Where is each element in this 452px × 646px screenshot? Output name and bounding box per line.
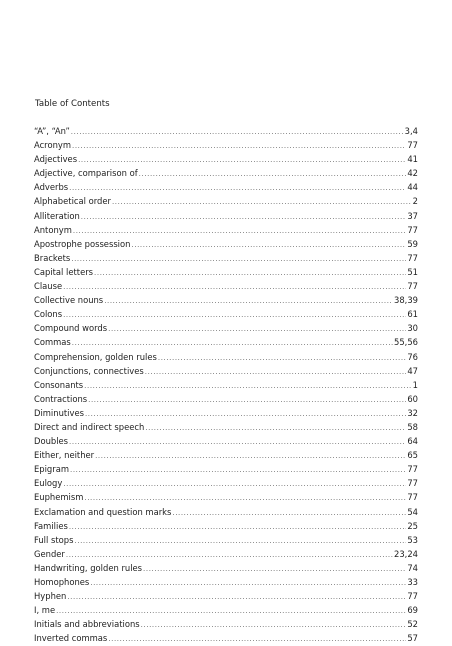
toc-entry-page-number: 55,56 [394,337,418,348]
toc-entry [34,476,418,490]
toc-entry-label: Euphemism [34,492,84,503]
toc-entry-page-number: 23,24 [394,548,418,559]
toc-entry [34,392,418,406]
toc-title: Table of Contents [35,99,110,109]
toc-entry-label: Exclamation and question marks [34,506,172,517]
dot-leader [84,379,411,393]
toc-entry [34,251,418,265]
toc-entry [34,364,418,378]
dot-leader [145,365,407,379]
toc-entry [34,490,418,504]
dot-leader [85,407,406,421]
toc-entry-label: Antonym [34,224,72,235]
toc-entry [34,223,418,237]
dot-leader [145,421,406,435]
toc-entry-label: Brackets [34,252,71,263]
dot-leader [141,618,407,632]
dot-leader [108,632,406,646]
toc-entry-page-number: 1 [412,379,418,390]
toc-entry-label: Hyphen [34,591,67,602]
toc-entry-page-number: 77 [407,281,418,292]
dot-leader [63,477,406,491]
dot-leader [108,322,406,336]
toc-entry-label: Direct and indirect speech [34,421,145,432]
toc-entry [34,519,418,533]
toc-entry-page-number: 77 [407,492,418,503]
toc-entry [34,434,418,448]
toc-entry-label: Adjective, comparison of [34,168,138,179]
toc-entry-label: Alphabetical order [34,196,111,207]
toc-entry-page-number: 52 [407,619,418,630]
dot-leader [69,520,406,534]
toc-entry-label: “A”, “An” [34,126,70,136]
toc-entry-label: Contractions [34,393,88,404]
toc-entry [34,561,418,575]
toc-entry-page-number: 76 [407,351,418,362]
toc-entry-page-number: 25 [407,520,418,531]
toc-entry-label: Commas [34,337,71,348]
toc-entry-page-number: 33 [407,577,418,587]
dot-leader [95,449,406,463]
toc-entry-page-number: 58 [407,421,418,432]
toc-entry-label: Initials and abbreviations [34,619,140,630]
dot-leader [71,125,404,139]
toc-entry-label: Full stops [34,534,74,545]
toc-entry-page-number: 3,4 [404,126,418,136]
toc-entry-page-number: 53 [407,534,418,545]
toc-entry-label: Alliteration [34,210,80,221]
toc-entry-label: Clause [34,281,63,292]
toc-entry-page-number: 77 [407,224,418,235]
toc-entry-page-number: 57 [407,633,418,644]
dot-leader [112,195,412,209]
toc-entry [34,124,418,138]
dot-leader [69,435,406,449]
toc-entry [34,420,418,434]
toc-entry-page-number: 77 [407,140,418,151]
toc-entry [34,265,418,279]
dot-leader [131,238,406,252]
dot-leader [104,294,393,308]
toc-entry-page-number: 64 [407,436,418,447]
dot-leader [172,506,406,520]
toc-entry-page-number: 42 [407,168,418,179]
toc-entry-label: Conjunctions, connectives [34,365,144,376]
toc-entry-label: Diminutives [34,407,84,418]
toc-entry-label: Comprehension, golden rules [34,351,157,362]
toc-entry-page-number: 47 [407,365,418,376]
toc-entry-label: Adverbs [34,182,69,193]
toc-entry-page-number: 37 [407,210,418,221]
toc-entry-label: Inverted commas [34,633,108,644]
toc-entry [34,575,418,589]
toc-entry-label: Doubles [34,436,69,447]
toc-entry-page-number: 41 [407,154,418,165]
toc-entry [34,378,418,392]
toc-entry-page-number: 77 [407,464,418,475]
toc-entry-page-number: 32 [407,407,418,418]
toc-entry [34,462,418,476]
toc-entry-label: Homophones [34,577,90,587]
toc-entry-label: Acronym [34,140,71,151]
dot-leader [81,210,407,224]
toc-entry-label: Gender [34,548,65,559]
dot-leader [78,153,406,167]
toc-entry [34,166,418,180]
toc-entry-label: Consonants [34,379,84,390]
dot-leader [74,534,406,548]
toc-entry-page-number: 60 [407,393,418,404]
toc-entry [34,209,418,223]
toc-entry [34,335,418,349]
dot-leader [158,351,406,365]
toc-entry [34,138,418,152]
toc-entry-label: Compound words [34,323,108,334]
toc-entry-page-number: 54 [407,506,418,517]
toc-entry [34,321,418,335]
toc-entry-label: Families [34,520,68,531]
dot-leader [88,393,406,407]
toc-entry-page-number: 77 [407,252,418,263]
toc-entry-label: Colons [34,309,63,320]
toc-entry [34,152,418,166]
toc-entry [34,505,418,519]
toc-entry-label: Collective nouns [34,295,104,306]
dot-leader [63,280,406,294]
dot-leader [94,266,406,280]
toc-entry [34,631,418,645]
dot-leader [66,548,393,562]
toc-entry-label: Eulogy [34,478,63,489]
dot-leader [71,252,406,266]
toc-entry-label: Adjectives [34,154,78,165]
toc-entry-page-number: 65 [407,450,418,461]
toc-entry [34,307,418,321]
toc-entry-page-number: 2 [412,196,418,207]
toc-entry-page-number: 51 [407,266,418,277]
toc-entry-page-number: 77 [407,478,418,489]
toc-entry-page-number: 30 [407,323,418,334]
dot-leader [139,167,407,181]
toc-entry [34,194,418,208]
dot-leader [73,224,406,238]
toc-entry-label: Epigram [34,464,69,475]
toc-entry-page-number: 61 [407,309,418,320]
dot-leader [63,308,406,322]
dot-leader [56,604,406,618]
toc-entry [34,589,418,603]
toc-entry-label: I, me [34,605,56,616]
toc-entry-label: Apostrophe possession [34,238,131,249]
toc-entry [34,180,418,194]
toc-entry [34,293,418,307]
toc-entry [34,279,418,293]
toc-entry-page-number: 44 [407,182,418,193]
toc-entry [34,603,418,617]
dot-leader [70,463,406,477]
toc-entry-label: Either, neither [34,450,95,461]
toc-entry-page-number: 69 [407,605,418,616]
dot-leader [67,590,406,604]
dot-leader [90,576,406,590]
toc-entry-label: Capital letters [34,266,94,277]
toc-entry-label: Handwriting, golden rules [34,562,143,573]
dot-leader [72,336,393,350]
toc-entry-page-number: 77 [407,591,418,602]
toc-list [34,124,418,645]
toc-entry [34,350,418,364]
toc-entry [34,406,418,420]
toc-entry-page-number: 38,39 [394,295,418,306]
toc-entry [34,533,418,547]
dot-leader [143,562,406,576]
toc-entry [34,448,418,462]
dot-leader [69,181,406,195]
dot-leader [72,139,406,153]
toc-entry-page-number: 74 [407,562,418,573]
toc-entry [34,547,418,561]
toc-entry [34,237,418,251]
toc-entry [34,617,418,631]
dot-leader [84,491,406,505]
toc-entry-page-number: 59 [407,238,418,249]
